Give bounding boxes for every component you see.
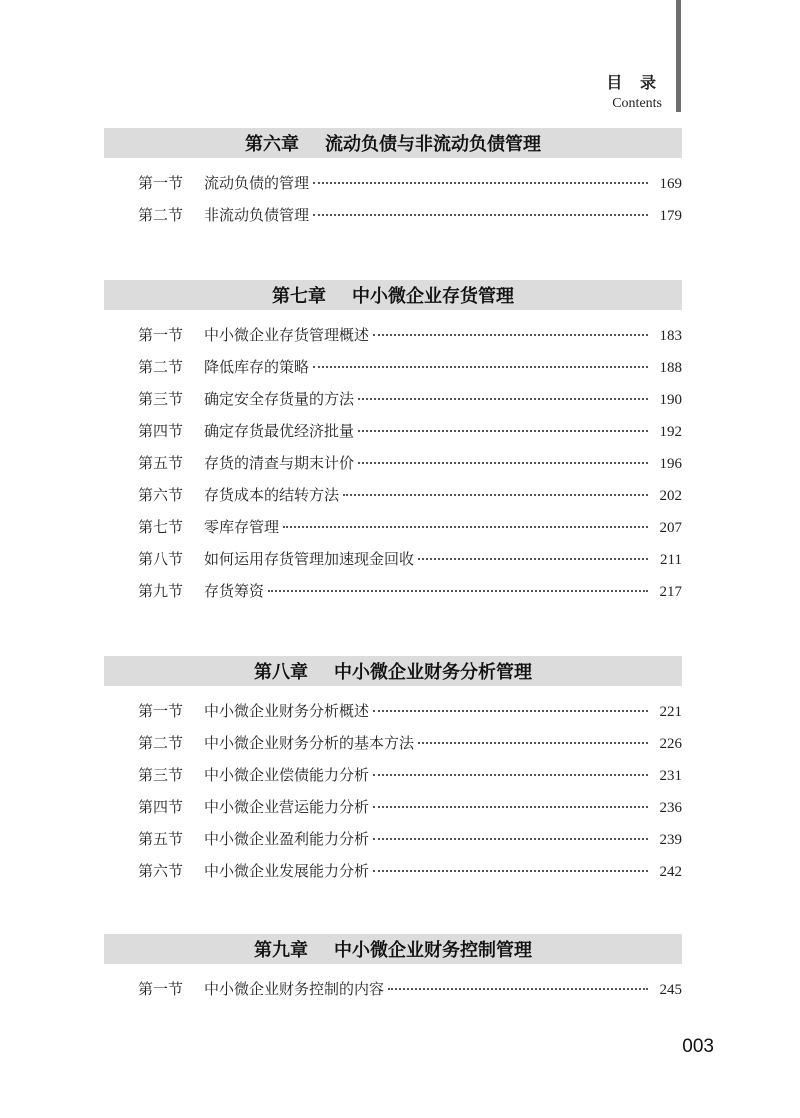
section-title: 确定存货最优经济批量	[204, 422, 355, 440]
section-title: 存货成本的结转方法	[204, 486, 340, 504]
chapter-title: 中小微企业财务控制管理	[334, 940, 532, 961]
toc-entry[interactable]	[138, 796, 682, 828]
dot-leader	[268, 590, 648, 592]
page-ref: 202	[659, 488, 682, 504]
section-title: 中小微企业财务分析的基本方法	[204, 734, 415, 752]
section-title: 非流动负债管理	[204, 206, 310, 224]
toc-entry[interactable]	[138, 978, 682, 1010]
page-ref: 169	[659, 176, 682, 192]
chapter-band	[104, 934, 682, 964]
section-title: 确定安全存货量的方法	[204, 390, 355, 408]
section-title: 降低库存的策略	[204, 358, 310, 376]
dot-leader	[373, 838, 648, 840]
page-ref: 231	[659, 768, 682, 784]
section-number: 第七节	[138, 518, 184, 536]
section-number: 第一节	[138, 174, 184, 192]
toc-entry[interactable]	[138, 356, 682, 388]
page-ref: 179	[659, 208, 682, 224]
dot-leader	[418, 742, 648, 744]
chapter-heading-8	[104, 656, 682, 686]
page-ref: 190	[659, 392, 682, 408]
dot-leader	[373, 774, 648, 776]
section-title: 中小微企业营运能力分析	[204, 798, 370, 816]
chapter-band	[104, 128, 682, 158]
section-number: 第八节	[138, 550, 184, 568]
toc-header-title: 目 录	[606, 73, 662, 92]
section-number: 第二节	[138, 206, 184, 224]
toc-entry[interactable]	[138, 828, 682, 860]
dot-leader	[358, 398, 648, 400]
section-number: 第三节	[138, 766, 184, 784]
toc-entry[interactable]	[138, 732, 682, 764]
toc-entry[interactable]	[138, 204, 682, 236]
page-ref: 236	[659, 800, 682, 816]
dot-leader	[313, 182, 648, 184]
chapter-number: 第八章	[254, 662, 308, 683]
page-ref: 188	[659, 360, 682, 376]
dot-leader	[373, 870, 648, 872]
chapter-heading-6	[104, 128, 682, 158]
dot-leader	[343, 494, 648, 496]
section-number: 第五节	[138, 454, 184, 472]
chapter-heading-7	[104, 280, 682, 310]
page-ref: 183	[659, 328, 682, 344]
chapter-heading-9	[104, 934, 682, 964]
section-title: 中小微企业财务控制的内容	[204, 980, 385, 998]
section-number: 第五节	[138, 830, 184, 848]
toc-header-subtitle: Contents	[612, 96, 662, 111]
section-title: 中小微企业偿债能力分析	[204, 766, 370, 784]
chapter-number: 第九章	[254, 940, 308, 961]
page-ref: 217	[659, 584, 682, 600]
section-number: 第四节	[138, 422, 184, 440]
toc-entry[interactable]	[138, 764, 682, 796]
toc-entry[interactable]	[138, 324, 682, 356]
toc-entry[interactable]	[138, 580, 682, 612]
toc-entry[interactable]	[138, 548, 682, 580]
chapter-title: 流动负债与非流动负债管理	[325, 134, 541, 155]
toc-entry[interactable]	[138, 700, 682, 732]
dot-leader	[313, 214, 648, 216]
page-ref: 245	[659, 982, 682, 998]
section-number: 第四节	[138, 798, 184, 816]
section-title: 如何运用存货管理加速现金回收	[204, 550, 415, 568]
page-ref: 211	[660, 552, 682, 568]
chapter-6-sections	[138, 172, 682, 236]
dot-leader	[373, 334, 648, 336]
section-title: 中小微企业发展能力分析	[204, 862, 370, 880]
chapter-8-sections	[138, 700, 682, 892]
page-ref: 196	[659, 456, 682, 472]
section-number: 第六节	[138, 486, 184, 504]
dot-leader	[358, 462, 648, 464]
section-number: 第三节	[138, 390, 184, 408]
page-ref: 192	[659, 424, 682, 440]
section-number: 第一节	[138, 702, 184, 720]
section-title: 存货筹资	[204, 582, 265, 600]
section-number: 第九节	[138, 582, 184, 600]
dot-leader	[418, 558, 648, 560]
page-ref: 239	[659, 832, 682, 848]
section-number: 第一节	[138, 980, 184, 998]
page-edge-bar	[676, 0, 681, 112]
section-number: 第六节	[138, 862, 184, 880]
section-number: 第二节	[138, 358, 184, 376]
section-title: 中小微企业财务分析概述	[204, 702, 370, 720]
section-title: 存货的清查与期末计价	[204, 454, 355, 472]
dot-leader	[373, 710, 648, 712]
chapter-band	[104, 280, 682, 310]
toc-entry[interactable]	[138, 484, 682, 516]
chapter-band	[104, 656, 682, 686]
section-number: 第二节	[138, 734, 184, 752]
page-ref: 226	[659, 736, 682, 752]
toc-entry[interactable]	[138, 452, 682, 484]
chapter-number: 第七章	[272, 286, 326, 307]
toc-entry[interactable]	[138, 420, 682, 452]
dot-leader	[358, 430, 648, 432]
chapter-7-sections	[138, 324, 682, 612]
chapter-number: 第六章	[245, 134, 299, 155]
section-title: 中小微企业盈利能力分析	[204, 830, 370, 848]
dot-leader	[313, 366, 648, 368]
section-title: 流动负债的管理	[204, 174, 310, 192]
chapter-title: 中小微企业财务分析管理	[334, 662, 532, 683]
page-ref: 242	[659, 864, 682, 880]
page-ref: 221	[659, 704, 682, 720]
page-ref: 207	[659, 520, 682, 536]
dot-leader	[283, 526, 648, 528]
dot-leader	[373, 806, 648, 808]
chapter-9-sections	[138, 978, 682, 1010]
dot-leader	[388, 988, 648, 990]
toc-entry[interactable]	[138, 172, 682, 204]
section-title: 中小微企业存货管理概述	[204, 326, 370, 344]
toc-entry[interactable]	[138, 860, 682, 892]
chapter-title: 中小微企业存货管理	[352, 286, 514, 307]
page-number: 003	[682, 1036, 714, 1057]
toc-entry[interactable]	[138, 516, 682, 548]
section-title: 零库存管理	[204, 518, 280, 536]
section-number: 第一节	[138, 326, 184, 344]
toc-entry[interactable]	[138, 388, 682, 420]
